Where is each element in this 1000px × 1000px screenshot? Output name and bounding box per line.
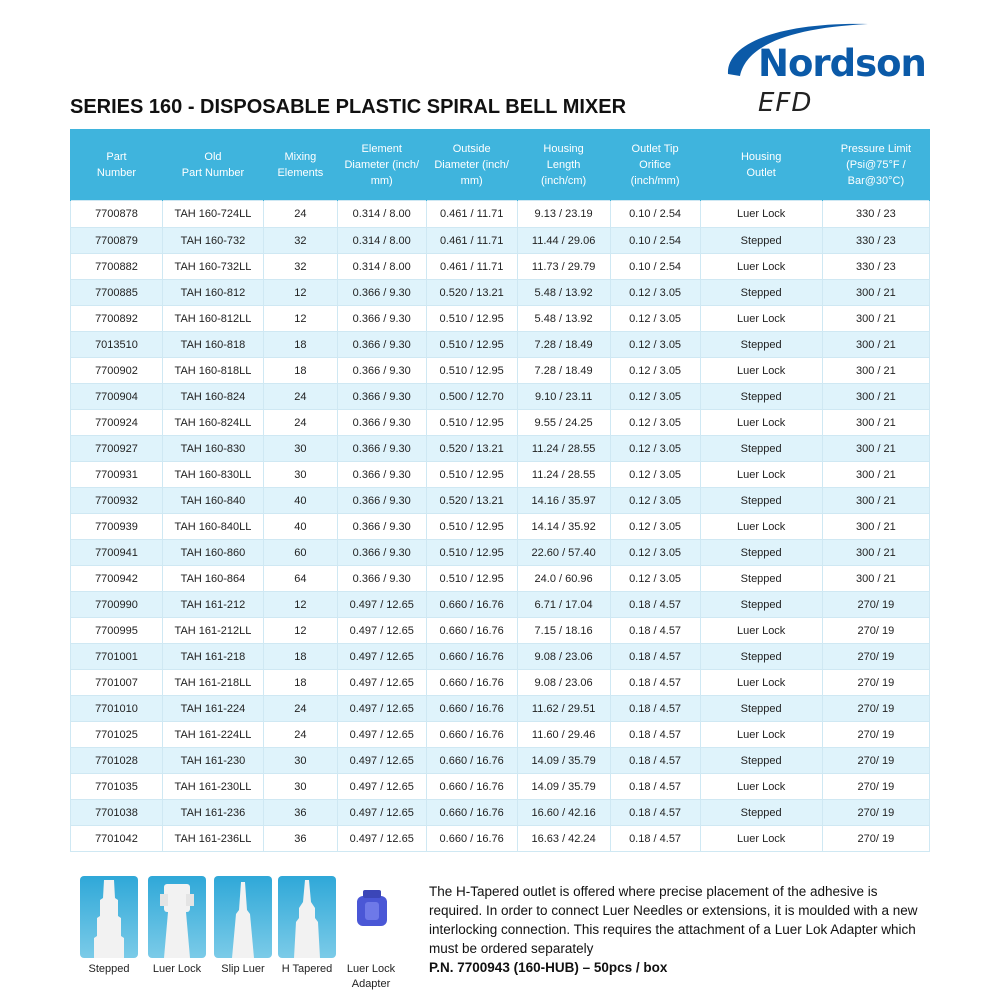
table-cell: 0.660 / 16.76 — [426, 774, 517, 800]
table-cell: 18 — [264, 670, 338, 696]
table-cell: Stepped — [700, 800, 822, 826]
table-row — [71, 722, 930, 748]
table-row — [71, 748, 930, 774]
table-cell: Stepped — [700, 592, 822, 618]
table-cell: 0.497 / 12.65 — [337, 800, 426, 826]
table-cell: 14.16 / 35.97 — [517, 488, 610, 514]
table-cell: Stepped — [700, 280, 822, 306]
table-cell: 0.18 / 4.57 — [610, 644, 700, 670]
table-cell: Stepped — [700, 436, 822, 462]
table-cell: TAH 160-860 — [162, 540, 263, 566]
table-cell: Luer Lock — [700, 514, 822, 540]
table-cell: 0.18 / 4.57 — [610, 696, 700, 722]
table-cell: 24 — [264, 722, 338, 748]
table-row — [71, 774, 930, 800]
table-row — [71, 696, 930, 722]
table-cell: 16.63 / 42.24 — [517, 826, 610, 852]
table-cell: 11.60 / 29.46 — [517, 722, 610, 748]
outlet-label: Luer Lock Adapter — [346, 963, 396, 990]
table-row — [71, 332, 930, 358]
table-cell: TAH 160-732 — [162, 228, 263, 254]
table-cell: 270/ 19 — [822, 774, 929, 800]
table-cell: Stepped — [700, 566, 822, 592]
table-cell: 14.09 / 35.79 — [517, 774, 610, 800]
table-cell: 0.366 / 9.30 — [337, 280, 426, 306]
table-cell: 7700892 — [71, 306, 163, 332]
table-row — [71, 826, 930, 852]
table-cell: 7701001 — [71, 644, 163, 670]
table-cell: 0.660 / 16.76 — [426, 800, 517, 826]
table-row — [71, 566, 930, 592]
table-cell: 18 — [264, 358, 338, 384]
table-cell: TAH 160-732LL — [162, 254, 263, 280]
table-cell: 0.12 / 3.05 — [610, 540, 700, 566]
table-cell: 0.497 / 12.65 — [337, 696, 426, 722]
table-cell: Stepped — [700, 228, 822, 254]
table-cell: TAH 161-224LL — [162, 722, 263, 748]
slip-luer-tip-icon — [214, 876, 272, 958]
column-header: Part Number — [71, 129, 163, 201]
table-cell: 7700878 — [71, 201, 163, 228]
table-row — [71, 800, 930, 826]
table-cell: 14.09 / 35.79 — [517, 748, 610, 774]
table-cell: 7701025 — [71, 722, 163, 748]
table-cell: 0.366 / 9.30 — [337, 566, 426, 592]
table-cell: 7700939 — [71, 514, 163, 540]
table-cell: Luer Lock — [700, 358, 822, 384]
table-cell: 0.660 / 16.76 — [426, 696, 517, 722]
table-cell: TAH 160-818LL — [162, 358, 263, 384]
table-cell: TAH 161-218 — [162, 644, 263, 670]
table-cell: TAH 161-230 — [162, 748, 263, 774]
table-cell: 0.314 / 8.00 — [337, 254, 426, 280]
table-cell: 0.18 / 4.57 — [610, 618, 700, 644]
table-cell: 0.461 / 11.71 — [426, 254, 517, 280]
table-cell: 7013510 — [71, 332, 163, 358]
table-cell: 7700995 — [71, 618, 163, 644]
table-cell: 9.08 / 23.06 — [517, 670, 610, 696]
table-cell: 30 — [264, 748, 338, 774]
table-cell: 300 / 21 — [822, 514, 929, 540]
table-row — [71, 280, 930, 306]
table-cell: 0.12 / 3.05 — [610, 410, 700, 436]
table-cell: TAH 160-824 — [162, 384, 263, 410]
table-cell: Luer Lock — [700, 774, 822, 800]
nordson-efd-logo — [718, 16, 926, 126]
table-cell: TAH 161-236LL — [162, 826, 263, 852]
brand-name: Nordson — [758, 42, 926, 85]
table-cell: 9.08 / 23.06 — [517, 644, 610, 670]
table-cell: 0.510 / 12.95 — [426, 410, 517, 436]
table-cell: 270/ 19 — [822, 670, 929, 696]
table-cell: 330 / 23 — [822, 254, 929, 280]
table-cell: 36 — [264, 800, 338, 826]
table-cell: 40 — [264, 488, 338, 514]
table-row — [71, 670, 930, 696]
table-cell: 7700927 — [71, 436, 163, 462]
table-cell: TAH 160-840LL — [162, 514, 263, 540]
table-cell: 300 / 21 — [822, 358, 929, 384]
table-cell: 270/ 19 — [822, 800, 929, 826]
table-cell: 11.24 / 28.55 — [517, 462, 610, 488]
table-cell: 270/ 19 — [822, 618, 929, 644]
column-header: Outlet Tip Orifice (inch/mm) — [610, 129, 700, 201]
table-cell: 0.500 / 12.70 — [426, 384, 517, 410]
table-cell: 30 — [264, 436, 338, 462]
table-cell: 0.497 / 12.65 — [337, 670, 426, 696]
table-cell: 7.15 / 18.16 — [517, 618, 610, 644]
table-cell: 0.510 / 12.95 — [426, 566, 517, 592]
table-cell: 0.18 / 4.57 — [610, 722, 700, 748]
table-cell: TAH 160-724LL — [162, 201, 263, 228]
table-cell: 330 / 23 — [822, 201, 929, 228]
table-row — [71, 540, 930, 566]
table-cell: 0.366 / 9.30 — [337, 384, 426, 410]
table-cell: 0.660 / 16.76 — [426, 644, 517, 670]
table-cell: Luer Lock — [700, 306, 822, 332]
table-cell: 0.12 / 3.05 — [610, 384, 700, 410]
table-cell: 30 — [264, 462, 338, 488]
table-cell: 7701042 — [71, 826, 163, 852]
table-cell: TAH 160-818 — [162, 332, 263, 358]
table-row — [71, 358, 930, 384]
table-cell: 300 / 21 — [822, 410, 929, 436]
table-cell: 0.18 / 4.57 — [610, 774, 700, 800]
table-cell: 0.366 / 9.30 — [337, 488, 426, 514]
table-cell: 0.660 / 16.76 — [426, 618, 517, 644]
table-row — [71, 254, 930, 280]
table-cell: 330 / 23 — [822, 228, 929, 254]
table-cell: 0.497 / 12.65 — [337, 644, 426, 670]
column-header: Housing Length (inch/cm) — [517, 129, 610, 201]
table-cell: Stepped — [700, 748, 822, 774]
table-cell: 0.520 / 13.21 — [426, 436, 517, 462]
outlet-label: H Tapered — [281, 963, 333, 975]
table-cell: 7701038 — [71, 800, 163, 826]
table-row — [71, 306, 930, 332]
table-cell: TAH 160-840 — [162, 488, 263, 514]
table-cell: 18 — [264, 332, 338, 358]
column-header: Housing Outlet — [700, 129, 822, 201]
table-cell: TAH 160-830LL — [162, 462, 263, 488]
table-cell: 0.510 / 12.95 — [426, 332, 517, 358]
table-cell: 0.12 / 3.05 — [610, 566, 700, 592]
table-cell: 0.366 / 9.30 — [337, 332, 426, 358]
table-cell: 7701007 — [71, 670, 163, 696]
table-cell: 11.44 / 29.06 — [517, 228, 610, 254]
table-cell: TAH 161-236 — [162, 800, 263, 826]
table-cell: Luer Lock — [700, 826, 822, 852]
table-cell: 9.55 / 24.25 — [517, 410, 610, 436]
table-cell: 0.12 / 3.05 — [610, 332, 700, 358]
table-cell: 0.497 / 12.65 — [337, 618, 426, 644]
table-cell: Luer Lock — [700, 670, 822, 696]
table-cell: Luer Lock — [700, 254, 822, 280]
table-cell: Stepped — [700, 540, 822, 566]
table-cell: 0.12 / 3.05 — [610, 488, 700, 514]
table-cell: 32 — [264, 228, 338, 254]
page-title: SERIES 160 - DISPOSABLE PLASTIC SPIRAL BELL MIXER — [70, 96, 627, 118]
table-row — [71, 514, 930, 540]
table-cell: 24.0 / 60.96 — [517, 566, 610, 592]
outlet-gallery — [70, 876, 400, 996]
table-cell: 0.510 / 12.95 — [426, 540, 517, 566]
table-cell: 0.12 / 3.05 — [610, 280, 700, 306]
table-cell: 7.28 / 18.49 — [517, 358, 610, 384]
outlet-note — [429, 882, 929, 977]
table-cell: Luer Lock — [700, 410, 822, 436]
table-cell: TAH 161-212 — [162, 592, 263, 618]
table-cell: 0.18 / 4.57 — [610, 826, 700, 852]
table-cell: 9.13 / 23.19 — [517, 201, 610, 228]
table-cell: 0.18 / 4.57 — [610, 670, 700, 696]
table-cell: Stepped — [700, 696, 822, 722]
table-cell: 24 — [264, 410, 338, 436]
table-cell: TAH 161-212LL — [162, 618, 263, 644]
table-cell: 7700902 — [71, 358, 163, 384]
h-tapered-tip-icon — [278, 876, 336, 958]
table-cell: 270/ 19 — [822, 826, 929, 852]
table-cell: 5.48 / 13.92 — [517, 280, 610, 306]
table-cell: 7701035 — [71, 774, 163, 800]
table-cell: 0.12 / 3.05 — [610, 306, 700, 332]
table-cell: 0.660 / 16.76 — [426, 670, 517, 696]
table-cell: 7700932 — [71, 488, 163, 514]
table-cell: 270/ 19 — [822, 722, 929, 748]
table-row — [71, 228, 930, 254]
table-cell: 7700924 — [71, 410, 163, 436]
table-cell: 0.12 / 3.05 — [610, 358, 700, 384]
note-part-number: P.N. 7700943 (160-HUB) – 50pcs / box — [429, 960, 668, 975]
table-row — [71, 201, 930, 228]
table-row — [71, 462, 930, 488]
table-cell: 270/ 19 — [822, 644, 929, 670]
table-cell: 14.14 / 35.92 — [517, 514, 610, 540]
table-row — [71, 644, 930, 670]
table-cell: 0.520 / 13.21 — [426, 488, 517, 514]
table-cell: 0.660 / 16.76 — [426, 748, 517, 774]
table-cell: 7700879 — [71, 228, 163, 254]
table-cell: 11.62 / 29.51 — [517, 696, 610, 722]
table-cell: 40 — [264, 514, 338, 540]
table-cell: 12 — [264, 280, 338, 306]
table-cell: 0.366 / 9.30 — [337, 540, 426, 566]
table-cell: Luer Lock — [700, 722, 822, 748]
table-cell: 6.71 / 17.04 — [517, 592, 610, 618]
table-cell: 0.497 / 12.65 — [337, 774, 426, 800]
table-cell: 0.12 / 3.05 — [610, 514, 700, 540]
table-cell: Luer Lock — [700, 201, 822, 228]
table-cell: 0.510 / 12.95 — [426, 306, 517, 332]
table-cell: Stepped — [700, 332, 822, 358]
table-cell: 0.314 / 8.00 — [337, 201, 426, 228]
table-cell: 11.24 / 28.55 — [517, 436, 610, 462]
table-row — [71, 410, 930, 436]
table-cell: TAH 161-230LL — [162, 774, 263, 800]
table-cell: 0.497 / 12.65 — [337, 722, 426, 748]
table-cell: 0.12 / 3.05 — [610, 462, 700, 488]
outlet-label: Luer Lock — [152, 963, 202, 975]
table-cell: 0.497 / 12.65 — [337, 826, 426, 852]
table-cell: Luer Lock — [700, 462, 822, 488]
table-cell: 300 / 21 — [822, 462, 929, 488]
table-header-row — [71, 129, 930, 201]
table-cell: 0.366 / 9.30 — [337, 358, 426, 384]
table-cell: 12 — [264, 618, 338, 644]
table-cell: 0.520 / 13.21 — [426, 280, 517, 306]
table-cell: 0.660 / 16.76 — [426, 722, 517, 748]
table-cell: 0.12 / 3.05 — [610, 436, 700, 462]
table-cell: 0.18 / 4.57 — [610, 592, 700, 618]
table-cell: 300 / 21 — [822, 540, 929, 566]
table-cell: 16.60 / 42.16 — [517, 800, 610, 826]
table-cell: 0.660 / 16.76 — [426, 826, 517, 852]
table-cell: 7700931 — [71, 462, 163, 488]
table-cell: 0.18 / 4.57 — [610, 800, 700, 826]
table-cell: 0.510 / 12.95 — [426, 514, 517, 540]
table-cell: 0.314 / 8.00 — [337, 228, 426, 254]
table-cell: 300 / 21 — [822, 306, 929, 332]
outlet-label: Stepped — [88, 963, 130, 975]
table-cell: 0.497 / 12.65 — [337, 592, 426, 618]
table-cell: 30 — [264, 774, 338, 800]
table-cell: 7700904 — [71, 384, 163, 410]
table-cell: 300 / 21 — [822, 332, 929, 358]
table-cell: 0.497 / 12.65 — [337, 748, 426, 774]
table-cell: 270/ 19 — [822, 592, 929, 618]
table-cell: 0.366 / 9.30 — [337, 436, 426, 462]
table-cell: 12 — [264, 306, 338, 332]
table-cell: 300 / 21 — [822, 280, 929, 306]
column-header: Pressure Limit (Psi@75°F / Bar@30°C) — [822, 129, 929, 201]
luer-lock-adapter-icon — [343, 876, 401, 958]
table-cell: TAH 160-824LL — [162, 410, 263, 436]
table-cell: 24 — [264, 201, 338, 228]
table-cell: Stepped — [700, 644, 822, 670]
table-cell: 0.510 / 12.95 — [426, 462, 517, 488]
column-header: Mixing Elements — [264, 129, 338, 201]
table-cell: 7700942 — [71, 566, 163, 592]
table-body — [71, 201, 930, 852]
table-cell: TAH 160-812LL — [162, 306, 263, 332]
table-cell: 0.366 / 9.30 — [337, 410, 426, 436]
table-cell: TAH 161-218LL — [162, 670, 263, 696]
table-cell: 7700990 — [71, 592, 163, 618]
table-cell: 300 / 21 — [822, 384, 929, 410]
table-cell: 270/ 19 — [822, 696, 929, 722]
table-cell: 300 / 21 — [822, 566, 929, 592]
stepped-tip-icon — [80, 876, 138, 958]
table-cell: 12 — [264, 592, 338, 618]
table-row — [71, 592, 930, 618]
column-header: Element Diameter (inch/ mm) — [337, 129, 426, 201]
table-cell: TAH 160-864 — [162, 566, 263, 592]
table-cell: 7701028 — [71, 748, 163, 774]
table-cell: TAH 160-812 — [162, 280, 263, 306]
table-cell: 0.461 / 11.71 — [426, 201, 517, 228]
table-row — [71, 488, 930, 514]
column-header: Outside Diameter (inch/ mm) — [426, 129, 517, 201]
column-header: Old Part Number — [162, 129, 263, 201]
table-cell: 32 — [264, 254, 338, 280]
table-cell: 300 / 21 — [822, 488, 929, 514]
table-cell: 7700882 — [71, 254, 163, 280]
table-cell: 0.366 / 9.30 — [337, 306, 426, 332]
note-text: The H-Tapered outlet is offered where precise placement of the adhesive is required. In order to connect Luer Needles or extensions, it is moulded with a new interlocking connection. This requires the attachment of a Luer Lok Adapter which must be ordered separately — [429, 884, 918, 956]
table-cell: 36 — [264, 826, 338, 852]
table-row — [71, 436, 930, 462]
table-cell: TAH 160-830 — [162, 436, 263, 462]
outlet-label: Slip Luer — [221, 963, 265, 975]
table-cell: 0.510 / 12.95 — [426, 358, 517, 384]
table-cell: 9.10 / 23.11 — [517, 384, 610, 410]
table-cell: 0.366 / 9.30 — [337, 514, 426, 540]
table-cell: 24 — [264, 384, 338, 410]
table-cell: Stepped — [700, 488, 822, 514]
table-cell: 270/ 19 — [822, 748, 929, 774]
table-cell: 18 — [264, 644, 338, 670]
table-cell: 24 — [264, 696, 338, 722]
table-cell: Stepped — [700, 384, 822, 410]
table-cell: TAH 161-224 — [162, 696, 263, 722]
table-row — [71, 618, 930, 644]
table-cell: 0.18 / 4.57 — [610, 748, 700, 774]
table-cell: 5.48 / 13.92 — [517, 306, 610, 332]
table-cell: 60 — [264, 540, 338, 566]
table-cell: 0.461 / 11.71 — [426, 228, 517, 254]
table-cell: 0.660 / 16.76 — [426, 592, 517, 618]
luer-lock-tip-icon — [148, 876, 206, 958]
table-cell: 0.366 / 9.30 — [337, 462, 426, 488]
table-cell: 7700941 — [71, 540, 163, 566]
table-cell: 0.10 / 2.54 — [610, 228, 700, 254]
table-cell: 64 — [264, 566, 338, 592]
table-cell: 300 / 21 — [822, 436, 929, 462]
table-row — [71, 384, 930, 410]
spec-table — [70, 129, 930, 852]
brand-subname: EFD — [758, 88, 813, 118]
table-cell: 7.28 / 18.49 — [517, 332, 610, 358]
table-cell: 22.60 / 57.40 — [517, 540, 610, 566]
table-cell: 0.10 / 2.54 — [610, 201, 700, 228]
table-cell: 7701010 — [71, 696, 163, 722]
table-cell: 11.73 / 29.79 — [517, 254, 610, 280]
table-cell: 0.10 / 2.54 — [610, 254, 700, 280]
table-cell: Luer Lock — [700, 618, 822, 644]
table-cell: 7700885 — [71, 280, 163, 306]
